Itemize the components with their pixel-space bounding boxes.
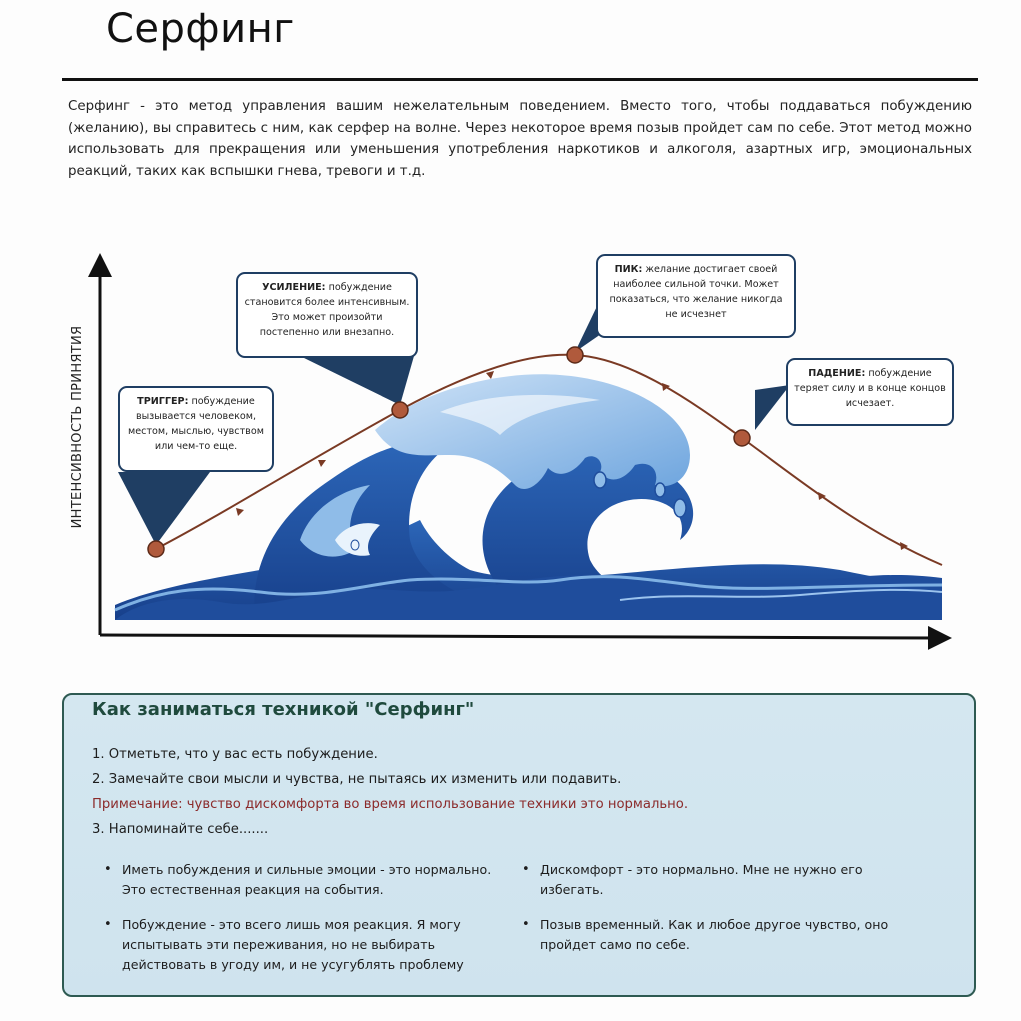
page-title: Серфинг [106,6,295,52]
trigger-pointer [118,472,210,545]
reminder-item: • Побуждение - это всего лишь моя реакция. Я могу испытывать эти переживания, но не выбирать действовать в угоду им, и не усугублять проблему [104,915,514,975]
stage-name: ПИК: [614,264,643,275]
stage-text: побуждение становится более интенсивным. Это может произойти постепенно или внезапно. [244,282,410,338]
howto-note: Примечание: чувство дискомфорта во время использование техники это нормально. [92,797,689,812]
howto-panel [62,693,976,997]
decline-point [734,430,750,446]
title-divider [62,78,978,81]
reminder-item: • Иметь побуждения и сильные эмоции - это нормально. Это естественная реакция на события. [104,860,514,900]
stage-name: ТРИГГЕР: [137,396,189,407]
trigger-point [148,541,164,557]
howto-step-1: 1. Отметьте, что у вас есть побуждение. [92,747,378,762]
decline-pointer [755,385,790,430]
intro-paragraph: Серфинг - это метод управления вашим нежелательным поведением. Вместо того, чтобы поддаваться побуждению (желанию), вы справитесь с ним, как серфер на волне. Через некоторое время позыв пройдет сам по себе. Этот метод можно использовать для прекращения или уменьшения употребления наркотиков и алкоголя, азартных игр, эмоциональных реакций, таких как вспышки гнева, тревоги и т.д. [68,99,972,179]
stage-text: побуждение теряет силу и в конце концов исчезает. [794,368,946,409]
stage-text: желание достигает своей наиболее сильной точки. Может показаться, что желание никогда не исчезнет [609,264,783,320]
reminder-item: • Дискомфорт - это нормально. Мне не нужно его избегать. [522,860,922,900]
x-axis [100,635,940,638]
reminder-item: • Позыв временный. Как и любое другое чувство, оно пройдет само по себе. [522,915,922,955]
escalation-point [392,402,408,418]
callout-peak [596,254,796,338]
howto-heading: Как заниматься техникой "Серфинг" [92,699,475,720]
stage-name: УСИЛЕНИЕ: [262,282,326,293]
y-axis-label: ИНТЕНСИВНОСТЬ ПРИНЯТИЯ [70,325,85,529]
peak-point [567,347,583,363]
howto-step-2: 2. Замечайте свои мысли и чувства, не пытаясь их изменить или подавить. [92,772,622,787]
callout-decline [786,358,954,426]
callout-escalation [236,272,418,358]
stage-name: ПАДЕНИЕ: [808,368,866,379]
escalation-pointer [300,356,414,405]
stage-text: побуждение вызывается человеком, местом, мыслью, чувством или чем-то еще. [128,396,264,452]
howto-step-3: 3. Напоминайте себе....... [92,822,269,837]
callout-trigger [118,386,274,472]
